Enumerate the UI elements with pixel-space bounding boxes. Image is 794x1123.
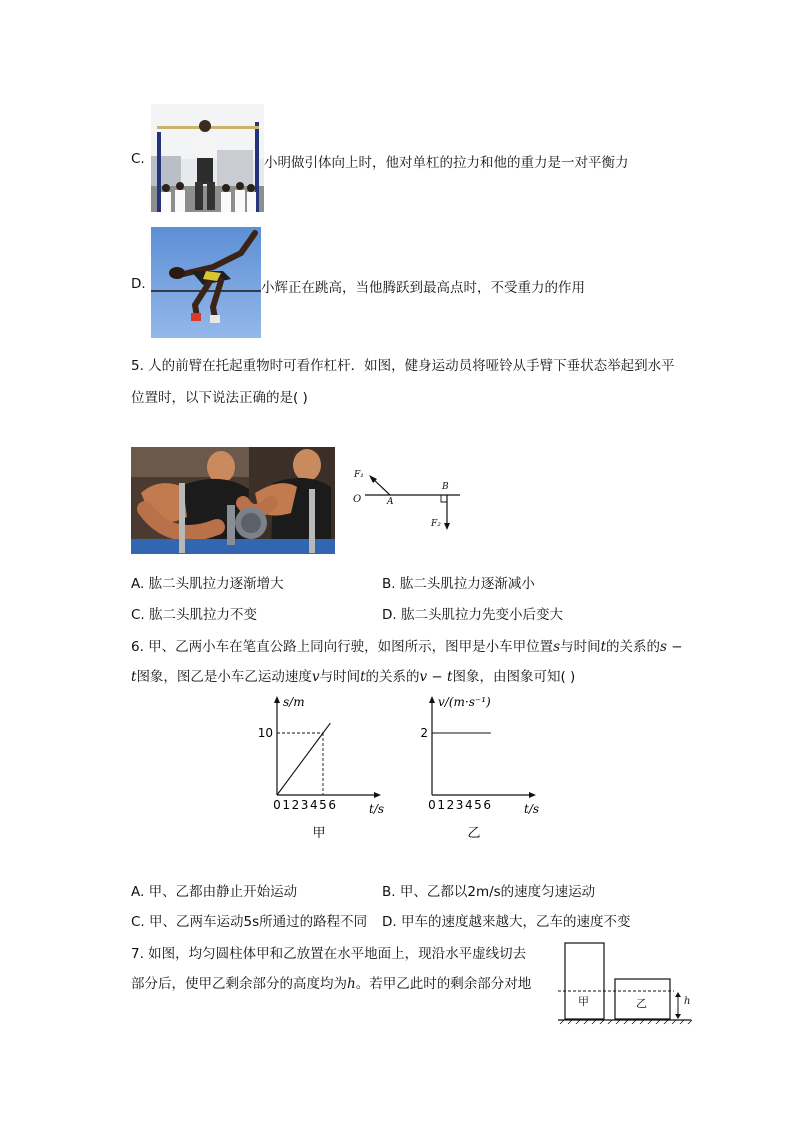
option-c-text: 小明做引体向上时，他对单杠的拉力和他的重力是一对平衡力 <box>264 155 629 171</box>
option-c-letter: C. <box>131 151 145 167</box>
series-line <box>277 723 330 795</box>
option-d-text: 小辉正在跳高，当他腾跃到最高点时，不受重力的作用 <box>261 280 585 296</box>
x-axis-arrow <box>374 792 381 798</box>
q5-line1: 5. 人的前臂在托起重物时可看作杠杆．如图，健身运动员将哑铃从手臂下垂状态举起到水平 <box>131 358 675 374</box>
q5-option-c: C. 肱二头肌拉力不变 <box>131 607 258 623</box>
q6-option-d: D. 甲车的速度越来越大，乙车的速度不变 <box>382 914 631 930</box>
y-tick-label: 10 <box>257 726 273 740</box>
option-d-letter: D. <box>131 276 146 292</box>
x-tick-label: 3 <box>300 798 309 812</box>
x-tick-label: 5 <box>474 798 482 812</box>
x-tick-label: 6 <box>483 798 492 812</box>
q6-option-b: B. 甲、乙都以2m/s的速度匀速运动 <box>382 884 596 900</box>
q6-option-c: C. 甲、乙两车运动5s所通过的路程不同 <box>131 914 368 930</box>
label-jia: 甲 <box>578 995 589 1008</box>
y-axis-arrow <box>429 696 435 703</box>
label-o: O <box>353 494 362 505</box>
y-axis-arrow <box>274 696 280 703</box>
q6-line2: t图象，图乙是小车乙运动速度v与时间t的关系的v − t图象，由图象可知( ) <box>131 669 576 685</box>
chart-jia <box>245 690 395 840</box>
label-a: A <box>387 497 394 507</box>
x-tick-label: 3 <box>455 798 464 812</box>
label-b: B <box>442 482 449 492</box>
label-f2: F₂ <box>431 519 441 529</box>
q5-option-a: A. 肱二头肌拉力逐渐增大 <box>131 576 284 592</box>
cylinder-diagram <box>556 940 696 1026</box>
x-axis-arrow <box>529 792 536 798</box>
x-axis-label: t/s <box>369 802 385 816</box>
chart-caption: 乙 <box>467 826 481 840</box>
q6-line1: 6. 甲、乙两小车在笔直公路上同向行驶，如图所示，图甲是小车甲位置s与时间t的关系的s − <box>131 639 683 655</box>
x-tick-label: 1 <box>437 798 446 812</box>
y-axis-label: v/(m·s⁻¹) <box>438 695 491 709</box>
q5-option-b: B. 肱二头肌拉力逐渐减小 <box>382 576 535 592</box>
x-axis-label: t/s <box>524 802 540 816</box>
highjump-photo <box>151 227 261 338</box>
y-tick-label: 2 <box>420 726 428 740</box>
x-tick-label: 0 <box>428 798 436 812</box>
x-tick-label: 2 <box>291 798 300 812</box>
x-tick-label: 4 <box>464 798 473 812</box>
x-tick-label: 5 <box>319 798 327 812</box>
pullup-photo <box>151 104 264 212</box>
q5-line2: 位置时，以下说法正确的是( ) <box>131 390 308 406</box>
label-yi: 乙 <box>636 997 647 1010</box>
dumbbell-photo <box>131 447 335 554</box>
label-f1: F₁ <box>354 470 364 480</box>
chart-caption: 甲 <box>312 826 326 840</box>
y-axis-label: s/m <box>283 695 305 709</box>
lever-diagram <box>350 450 465 535</box>
x-tick-label: 1 <box>282 798 291 812</box>
x-tick-label: 6 <box>328 798 337 812</box>
x-tick-label: 4 <box>309 798 318 812</box>
x-tick-label: 2 <box>446 798 455 812</box>
x-tick-label: 0 <box>273 798 281 812</box>
q5-option-d: D. 肱二头肌拉力先变小后变大 <box>382 607 563 623</box>
chart-yi <box>400 690 550 840</box>
label-h: h <box>684 996 691 1007</box>
q7-line1: 7. 如图，均匀圆柱体甲和乙放置在水平地面上，现沿水平虚线切去 <box>131 946 527 962</box>
q7-line2: 部分后，使甲乙剩余部分的高度均为h。若甲乙此时的剩余部分对地 <box>131 976 532 992</box>
q6-option-a: A. 甲、乙都由静止开始运动 <box>131 884 298 900</box>
